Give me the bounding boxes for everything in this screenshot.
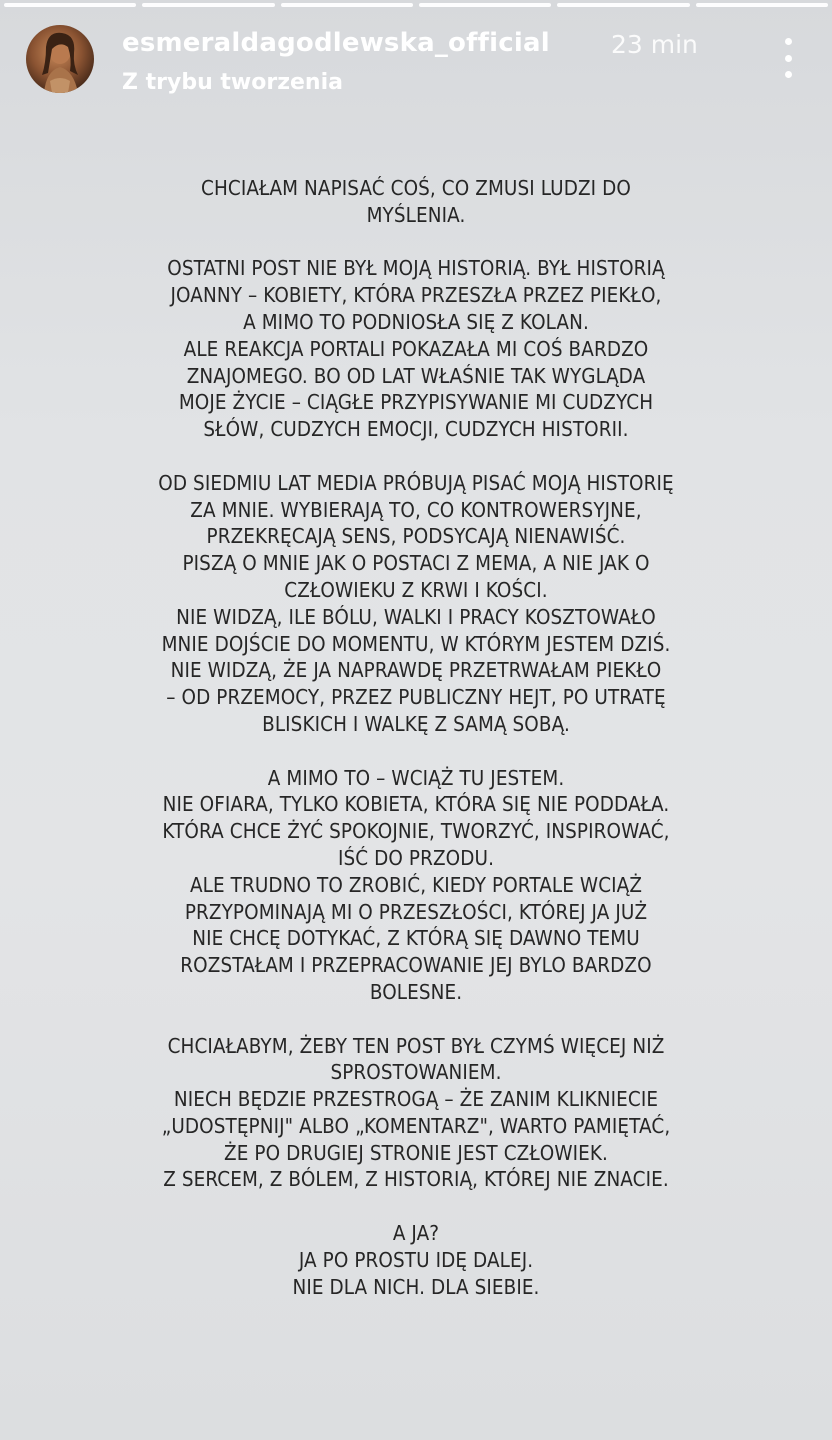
story-progress-bar — [0, 3, 832, 7]
progress-segment — [419, 3, 551, 7]
story-text — [140, 175, 692, 1300]
progress-segment — [142, 3, 274, 7]
more-dot — [785, 55, 792, 62]
more-dot — [785, 71, 792, 78]
story-subtitle[interactable]: Z trybu tworzenia — [122, 70, 343, 95]
story-paragraph: A MIMO TO – WCIĄŻ TU JESTEM. NIE OFIARA, TYLKO KOBIETA, KTÓRA SIĘ NIE PODDAŁA. KTÓRA CHCE ŻYĆ SPOKOJNIE, TWORZYĆ, INSPIROWAĆ, IŚĆ DO PRZODU. ALE TRUDNO TO ZROBIĆ, KIEDY PORTALE WCIĄŻ PRZYPOMINAJĄ MI O PRZESZŁOŚCI, KTÓREJ JA JUŻ NIE CHCĘ DOTYKAĆ, Z KTÓRĄ SIĘ DAWNO TEMU ROZSTAŁAM I PRZEPRACOWANIE JEJ BYLO BARDZO BOLESNE. — [162, 765, 670, 1004]
avatar-image — [26, 25, 94, 93]
story-paragraph: CHCIAŁABYM, ŻEBY TEN POST BYŁ CZYMŚ WIĘCEJ NIŻ SPROSTOWANIEM. NIECH BĘDZIE PRZESTROGĄ – ŻE ZANIM KLIKNIECIE „UDOSTĘPNIJ" ALBO „KOMENTARZ", WARTO PAMIĘTAĆ, ŻE PO DRUGIEJ STRONIE JEST CZŁOWIEK. Z SERCEM, Z BÓLEM, Z HISTORIĄ, KTÓREJ NIE ZNACIE. — [161, 1033, 671, 1192]
story-paragraph: OSTATNI POST NIE BYŁ MOJĄ HISTORIĄ. BYŁ HISTORIĄ JOANNY – KOBIETY, KTÓRA PRZESZŁA PRZEZ PIEKŁO, A MIMO TO PODNIOSŁA SIĘ Z KOLAN. ALE REAKCJA PORTALI POKAZAŁA MI COŚ BARDZO ZNAJOMEGO. BO OD LAT WŁAŚNIE TAK WYGLĄDA MOJE ŻYCIE – CIĄGŁE PRZYPISYWANIE MI CUDZYCH SŁÓW, CUDZYCH EMOCJI, CUDZYCH HISTORII. — [167, 256, 665, 442]
story-paragraph: OD SIEDMIU LAT MEDIA PRÓBUJĄ PISAĆ MOJĄ HISTORIĘ ZA MNIE. WYBIERAJĄ TO, CO KONTROWERSYJNE, PRZEKRĘCAJĄ SENS, PODSYCAJĄ NIENAWIŚĆ. PISZĄ O MNIE JAK O POSTACI Z MEMA, A NIE JAK O CZŁOWIEKU Z KRWI I KOŚCI. NIE WIDZĄ, ILE BÓLU, WALKI I PRACY KOSZTOWAŁO MNIE DOJŚCIE DO MOMENTU, W KTÓRYM JESTEM DZIŚ. NIE WIDZĄ, ŻE JA NAPRAWDĘ PRZETRWAŁAM PIEKŁO – OD PRZEMOCY, PRZEZ PUBLICZNY HEJT, PO UTRATĘ BLISKICH I WALKĘ Z SAMĄ SOBĄ. — [158, 470, 674, 736]
progress-segment — [696, 3, 828, 7]
progress-segment — [4, 3, 136, 7]
progress-segment — [557, 3, 689, 7]
more-dot — [785, 38, 792, 45]
avatar[interactable] — [26, 25, 94, 93]
story-header — [26, 24, 806, 96]
username[interactable]: esmeraldagodlewska_official — [122, 28, 550, 58]
more-vertical-icon[interactable] — [778, 38, 798, 78]
post-time: 23 min — [611, 30, 698, 59]
story-paragraph: CHCIAŁAM NAPISAĆ COŚ, CO ZMUSI LUDZI DO MYŚLENIA. — [201, 176, 631, 227]
story-paragraph: A JA? JA PO PROSTU IDĘ DALEJ. NIE DLA NICH. DLA SIEBIE. — [292, 1221, 540, 1299]
progress-segment — [281, 3, 413, 7]
